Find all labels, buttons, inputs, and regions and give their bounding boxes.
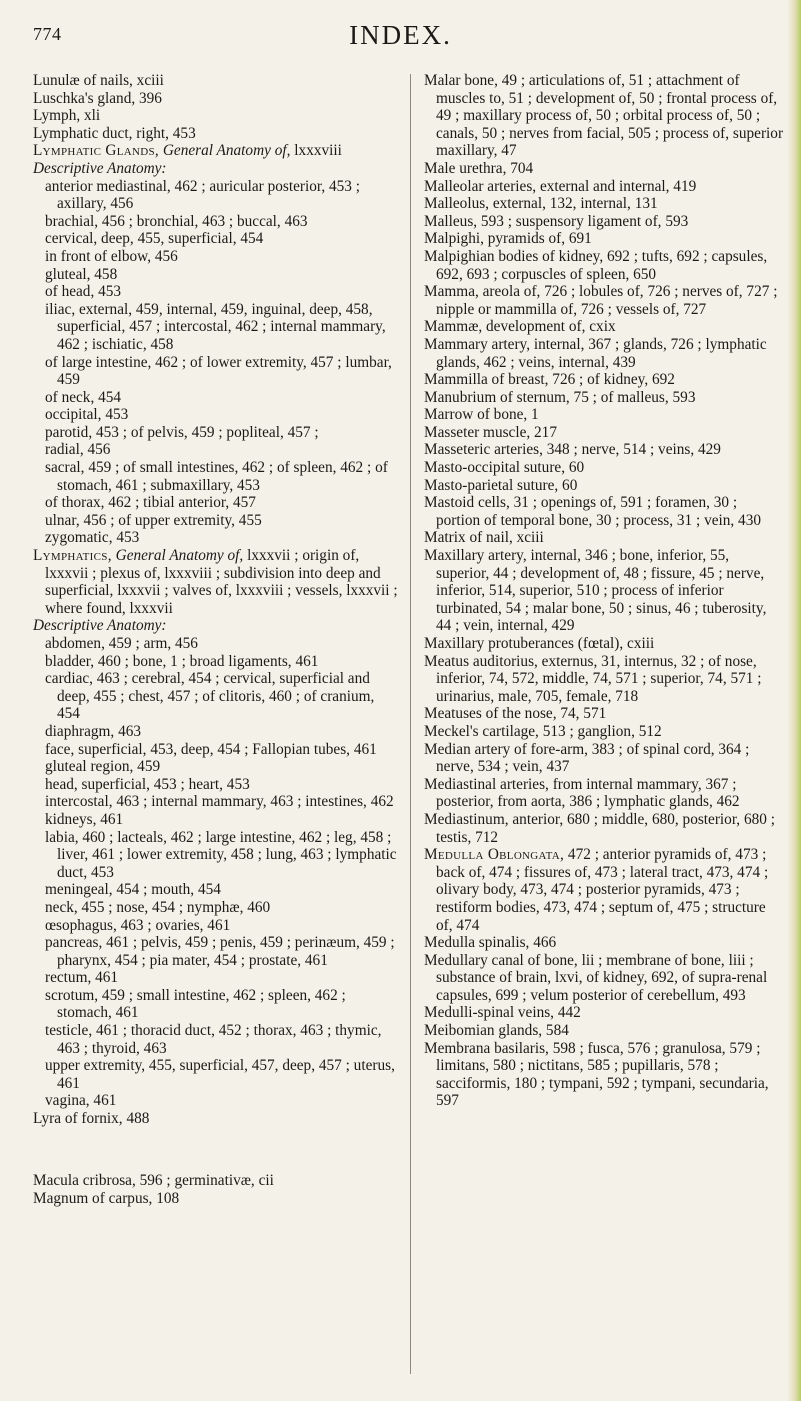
index-entry: [424, 406, 784, 424]
entry-heading: Medulla Oblongata,: [424, 846, 565, 864]
entry-text: Manubrium of sternum, 75 ; of malleus, 593: [424, 388, 696, 406]
index-subentry: [33, 178, 400, 213]
index-entry: [424, 178, 784, 196]
index-entry: [424, 477, 784, 495]
index-column-left: [33, 72, 400, 1207]
entry-text: Mammæ, development of, cxix: [424, 318, 616, 336]
column-divider: [410, 74, 411, 1374]
index-entry: [33, 142, 400, 160]
entry-text: abdomen, 459 ; arm, 456: [45, 635, 198, 652]
index-subentry: [33, 389, 400, 407]
entry-text: Mediastinum, anterior, 680 ; middle, 680, posterior, 680 ; testis, 712: [424, 810, 775, 846]
index-entry: [33, 160, 400, 178]
index-subentry: [33, 881, 400, 899]
entry-text: gluteal, 458: [45, 265, 118, 283]
page-number: 774: [33, 24, 62, 44]
entry-text: Malleolar arteries, external and internal, 419: [424, 177, 697, 195]
entry-text: vagina, 461: [45, 1092, 117, 1110]
entry-text: anterior mediastinal, 462 ; auricular posterior, 453 ; axillary, 456: [45, 177, 361, 213]
entry-italic: General Anatomy of,: [111, 547, 244, 565]
index-entry: [33, 72, 400, 90]
entry-text: Meckel's cartilage, 513 ; ganglion, 512: [424, 722, 662, 740]
page-edge-shading: [787, 0, 801, 1401]
page-title: INDEX.: [349, 20, 452, 50]
index-entry: [33, 1190, 400, 1208]
entry-text: Marrow of bone, 1: [424, 406, 539, 424]
index-subentry: [33, 1092, 400, 1110]
index-subentry: [33, 406, 400, 424]
index-subentry: [33, 441, 400, 459]
entry-text: Meatuses of the nose, 74, 571: [424, 705, 607, 723]
entry-text: upper extremity, 455, superficial, 457, deep, 457 ; uterus, 461: [45, 1057, 395, 1092]
index-subentry: [33, 494, 400, 512]
entry-text: sacral, 459 ; of small intestines, 462 ; of spleen, 462 ; of stomach, 461 ; submaxillary, 453: [45, 459, 388, 494]
entry-text: kidneys, 461: [45, 810, 124, 828]
entry-text: head, superficial, 453 ; heart, 453: [45, 775, 250, 793]
index-entry: [424, 72, 784, 160]
entry-text: neck, 455 ; nose, 454 ; nymphæ, 460: [45, 898, 271, 916]
entry-text: Mammilla of breast, 726 ; of kidney, 692: [424, 371, 675, 389]
index-subentry: [33, 917, 400, 935]
entry-text: face, superficial, 453, deep, 454 ; Fallopian tubes, 461: [45, 740, 377, 758]
page-header: [0, 20, 801, 54]
index-entry: [424, 1022, 784, 1040]
entry-italic: Descriptive Anatomy:: [33, 617, 167, 635]
entry-text: labia, 460 ; lacteals, 462 ; large intestine, 462 ; leg, 458 ; liver, 461 ; lower extremity, 458 ; lung, 463 ; lymphatic duct, 453: [45, 828, 397, 881]
index-entry: [424, 230, 784, 248]
entry-text: intercostal, 463 ; internal mammary, 463 ; intestines, 462: [45, 793, 394, 811]
entry-text: gluteal region, 459: [45, 758, 161, 776]
index-entry: [33, 1110, 400, 1128]
index-entry: [33, 547, 400, 617]
index-entry: [424, 441, 784, 459]
entry-text: œsophagus, 463 ; ovaries, 461: [45, 916, 231, 934]
index-subentry: [33, 793, 400, 811]
entry-text: Meatus auditorius, externus, 31, internus, 32 ; of nose, inferior, 74, 572, middle, 74, 571 ; superior, 74, 571 ; urinarius, male, 705, female, 718: [424, 652, 762, 705]
entry-text: meningeal, 454 ; mouth, 454: [45, 881, 221, 899]
entry-text: Malpighian bodies of kidney, 692 ; tufts, 692 ; capsules, 692, 693 ; corpuscles of spleen, 650: [424, 247, 768, 283]
entry-text: Medulla spinalis, 466: [424, 934, 557, 952]
entry-text: Median artery of fore-arm, 383 ; of spinal cord, 364 ; nerve, 534 ; vein, 437: [424, 740, 750, 776]
entry-text: iliac, external, 459, internal, 459, inguinal, deep, 458, superficial, 457 ; intercostal, 462 ; internal mammary, 462 ; ischiatic, 458: [45, 300, 386, 353]
entry-text: of head, 453: [45, 283, 122, 301]
index-entry: [424, 1004, 784, 1022]
index-entry: [424, 934, 784, 952]
entry-text: cardiac, 463 ; cerebral, 454 ; cervical, superficial and deep, 455 ; chest, 457 ; of clitoris, 460 ; of cranium, 454: [45, 670, 375, 723]
index-entry: [424, 653, 784, 706]
index-subentry: [33, 934, 400, 969]
index-entry: [33, 125, 400, 143]
index-subentry: [33, 512, 400, 530]
entry-text: Male urethra, 704: [424, 159, 534, 177]
entry-text: occipital, 453: [45, 406, 129, 424]
entry-text: pancreas, 461 ; pelvis, 459 ; penis, 459 ; perinæum, 459 ; pharynx, 454 ; pia mater, 454 ; prostate, 461: [45, 934, 395, 969]
index-subentry: [33, 301, 400, 354]
index-entry: [424, 318, 784, 336]
index-entry: [424, 1040, 784, 1110]
index-subentry: [33, 969, 400, 987]
index-entry: [33, 617, 400, 635]
index-subentry: [33, 459, 400, 494]
entry-text: lxxxviii: [290, 142, 342, 160]
index-entry: [424, 723, 784, 741]
entry-text: Malleolus, external, 132, internal, 131: [424, 195, 658, 213]
index-entry: [33, 107, 400, 125]
entry-text: Lunulæ of nails, xciii: [33, 72, 164, 89]
index-entry: [424, 371, 784, 389]
index-entry: [424, 389, 784, 407]
index-entry: [424, 424, 784, 442]
index-subentry: [33, 230, 400, 248]
entry-text: Mastoid cells, 31 ; openings of, 591 ; foramen, 30 ; portion of temporal bone, 30 ; process, 31 ; vein, 430: [424, 494, 761, 529]
entry-heading: Lymphatics,: [33, 547, 112, 565]
index-entry: [424, 635, 784, 653]
entry-text: in front of elbow, 456: [45, 247, 178, 265]
index-entry: [424, 160, 784, 178]
entry-text: rectum, 461: [45, 969, 119, 987]
index-entry: [424, 846, 784, 934]
index-subentry: [33, 635, 400, 653]
entry-text: Maxillary protuberances (fœtal), cxiii: [424, 635, 655, 652]
index-subentry: [33, 248, 400, 266]
index-subentry: [33, 899, 400, 917]
entry-text: of large intestine, 462 ; of lower extremity, 457 ; lumbar, 459: [45, 353, 392, 389]
index-entry: [424, 283, 784, 318]
index-entry: [424, 811, 784, 846]
entry-italic: Descriptive Anatomy:: [33, 159, 167, 177]
entry-text: Mamma, areola of, 726 ; lobules of, 726 ; nerves of, 727 ; nipple or mammilla of, 726 ; vessels of, 727: [424, 283, 778, 318]
entry-text: Masseteric arteries, 348 ; nerve, 514 ; veins, 429: [424, 441, 721, 459]
index-subentry: [33, 987, 400, 1022]
entry-text: Malleus, 593 ; suspensory ligament of, 593: [424, 212, 689, 230]
index-subentry: [33, 776, 400, 794]
entry-text: diaphragm, 463: [45, 722, 142, 740]
entry-gap: [33, 1143, 400, 1157]
entry-text: cervical, deep, 455, superficial, 454: [45, 230, 264, 248]
entry-text: Medullary canal of bone, lii ; membrane of bone, liii ; substance of brain, lxvi, of kidney, 692, of supra-renal capsules, 699 ; velum posterior of cerebellum, 493: [424, 951, 768, 1004]
index-entry: [424, 459, 784, 477]
index-entry: [424, 494, 784, 529]
entry-text: scrotum, 459 ; small intestine, 462 ; spleen, 462 ; stomach, 461: [45, 986, 346, 1022]
index-entry: [424, 741, 784, 776]
index-entry: [424, 776, 784, 811]
entry-heading: Lymphatic Glands,: [33, 142, 160, 160]
index-subentry: [33, 811, 400, 829]
entry-text: 472 ; anterior pyramids of, 473 ; back of, 474 ; fissures of, 473 ; lateral tract, 473, 474 ; olivary body, 473, 474 ; posterior pyramids, 473 ; restiform bodies, 473, 474 ; septum of, 475 ; structure of, 474: [436, 846, 769, 934]
entry-text: Malar bone, 49 ; articulations of, 51 ; attachment of muscles to, 51 ; development of, 50 ; frontal process of, 49 ; maxillary process of, 50 ; orbital process of, 50 ; canals, 50 ; nerves from facial, 505 ; process of, superior maxillary, 47: [424, 72, 784, 160]
entry-text: Lymphatic duct, right, 453: [33, 124, 196, 142]
index-subentry: [33, 424, 400, 442]
index-subentry: [33, 741, 400, 759]
index-subentry: [33, 1057, 400, 1092]
index-entry: [33, 90, 400, 108]
entry-text: Maxillary artery, internal, 346 ; bone, inferior, 55, superior, 44 ; development of, 48 ; fissure, 45 ; nerve, inferior, 514, superior, 510 ; process of inferior turbinated, 54 ; malar bone, 50 ; sinus, 46 ; tuberosity, 44 ; vein, internal, 429: [424, 547, 767, 635]
index-subentry: [33, 213, 400, 231]
entry-text: Mediastinal arteries, from internal mammary, 367 ; posterior, from aorta, 386 ; lymphatic glands, 462: [424, 775, 740, 811]
index-subentry: [33, 1022, 400, 1057]
entry-text: parotid, 453 ; of pelvis, 459 ; popliteal, 457 ;: [45, 423, 319, 441]
index-entry: [424, 952, 784, 1005]
entry-text: Membrana basilaris, 598 ; fusca, 576 ; granulosa, 579 ; limitans, 580 ; nictitans, 585 ; pupillaris, 578 ; sacciformis, 180 ; tympani, 592 ; tympani, secundaria, 597: [424, 1039, 769, 1110]
index-subentry: [33, 266, 400, 284]
index-entry: [424, 529, 784, 547]
entry-text: testicle, 461 ; thoracid duct, 452 ; thorax, 463 ; thymic, 463 ; thyroid, 463: [45, 1022, 382, 1057]
index-column-right: [424, 72, 784, 1110]
entry-text: brachial, 456 ; bronchial, 463 ; buccal, 463: [45, 212, 308, 230]
entry-text: Luschka's gland, 396: [33, 89, 162, 107]
entry-text: Lymph, xli: [33, 107, 101, 125]
index-entry: [33, 1172, 400, 1190]
index-entry: [424, 336, 784, 371]
entry-text: radial, 456: [45, 441, 111, 459]
index-subentry: [33, 829, 400, 882]
index-subentry: [33, 670, 400, 723]
index-entry: [424, 248, 784, 283]
index-subentry: [33, 354, 400, 389]
index-subentry: [33, 653, 400, 671]
index-subentry: [33, 723, 400, 741]
index-entry: [424, 547, 784, 635]
entry-text: Masseter muscle, 217: [424, 423, 557, 441]
index-subentry: [33, 758, 400, 776]
entry-text: zygomatic, 453: [45, 529, 140, 547]
entry-text: of thorax, 462 ; tibial anterior, 457: [45, 494, 256, 512]
entry-text: Meibomian glands, 584: [424, 1022, 569, 1040]
entry-text: of neck, 454: [45, 388, 122, 406]
index-subentry: [33, 283, 400, 301]
entry-text: Magnum of carpus, 108: [33, 1189, 180, 1207]
entry-text: Masto-parietal suture, 60: [424, 476, 578, 494]
index-entry: [424, 195, 784, 213]
entry-text: Matrix of nail, xciii: [424, 529, 544, 547]
entry-text: Malpighi, pyramids of, 691: [424, 230, 592, 248]
entry-text: ulnar, 456 ; of upper extremity, 455: [45, 511, 262, 529]
index-subentry: [33, 529, 400, 547]
index-entry: [424, 213, 784, 231]
entry-text: Mammary artery, internal, 367 ; glands, 726 ; lymphatic glands, 462 ; veins, internal, 439: [424, 335, 767, 371]
entry-text: bladder, 460 ; bone, 1 ; broad ligaments, 461: [45, 652, 319, 670]
index-entry: [424, 705, 784, 723]
entry-text: Masto-occipital suture, 60: [424, 459, 585, 477]
entry-text: Macula cribrosa, 596 ; germinativæ, cii: [33, 1172, 274, 1190]
entry-italic: General Anatomy of,: [159, 142, 291, 160]
entry-text: Medulli-spinal veins, 442: [424, 1004, 581, 1022]
entry-text: Lyra of fornix, 488: [33, 1110, 150, 1128]
entry-text: lxxxvii ; origin of, lxxxvii ; plexus of, lxxxviii ; subdivision into deep and superficial, lxxxvii ; valves of, lxxxviii ; vessels, lxxxvii ; where found, lxxxvii: [45, 547, 398, 617]
